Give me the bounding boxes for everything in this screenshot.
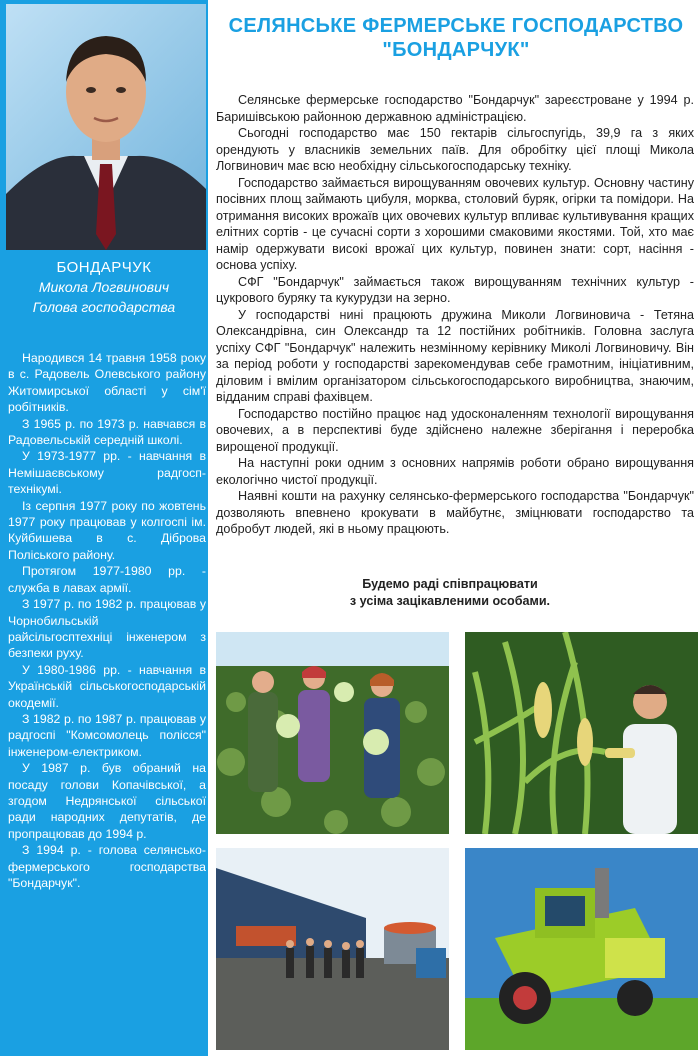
body-paragraph: СФГ "Бондарчук" займається також вирощуванням технічних культур - цукрового буряку та кукурудзи на зерно. bbox=[216, 274, 694, 305]
bio-paragraph: З 1982 р. по 1987 р. працював у радгоспі "Комсомолець полісся" інженером-електриком. bbox=[8, 711, 206, 759]
bio-paragraph: Протягом 1977-1980 рр. - служба в лавах армії. bbox=[8, 564, 206, 595]
bio-paragraph: У 1980-1986 рр. - навчання в Українській сільськогосподарській окодемії. bbox=[8, 662, 206, 710]
title-line-1: СЕЛЯНСЬКЕ ФЕРМЕРСЬКЕ ГОСПОДАРСТВО bbox=[228, 15, 684, 37]
person-surname: БОНДАРЧУК bbox=[56, 259, 152, 276]
corn-field-illustration bbox=[465, 632, 698, 834]
biography-sidebar bbox=[0, 0, 208, 1056]
page-title bbox=[214, 14, 698, 62]
harvester-photo bbox=[465, 848, 698, 1050]
title-line-2: "БОНДАРЧУК" bbox=[382, 39, 530, 61]
article-body bbox=[216, 92, 694, 538]
body-paragraph: На наступні роки одним з основних напрямів роботи обрано вирощування екологічно чистої продукції. bbox=[216, 456, 694, 487]
closing-note bbox=[300, 576, 600, 610]
biography-text bbox=[8, 350, 206, 891]
corn-field-photo bbox=[465, 632, 698, 834]
closing-line-1: Будемо раді співпрацювати bbox=[362, 577, 538, 591]
portrait-illustration bbox=[6, 4, 206, 250]
body-paragraph: Сьогодні господарство має 150 гектарів сільгоспугідь, 39,9 га з яких орендують у власників земельних паїв. Для обробітку цієї площі Микола Логвинович має всю необхідну сільськогосподарську техніку. bbox=[216, 126, 694, 173]
body-paragraph: Господарство постійно працює над удосконаленням технології вирощування овочевих, а в перспективі буде здійснено належне зберігання і переробка вирощеної продукції. bbox=[216, 406, 694, 454]
cabbage-field-illustration bbox=[216, 632, 449, 834]
closing-line-2: з усіма зацікавленими особами. bbox=[349, 594, 551, 608]
cabbage-field-photo bbox=[216, 632, 449, 834]
bio-paragraph: У 1987 р. був обраний на посаду голови Копачівської, а згодом Недрянської сільської ради народних депутатів, де пропрацював до 1994 р. bbox=[8, 761, 206, 841]
person-name: Микола Логвинович bbox=[38, 279, 170, 295]
harvester-illustration bbox=[465, 848, 698, 1050]
body-paragraph: Наявні кошти на рахунку селянсько-фермерського господарства "Бондарчук" дозволяють впевнено крокувати в майбутнє, зміцнювати господарство та добробут людей, які в ньому працюють. bbox=[216, 489, 694, 536]
storage-yard-illustration bbox=[216, 848, 449, 1050]
bio-paragraph: З 1977 р. по 1982 р. працював у Чорнобильській райсільгосптехніці інженером з безпеки руху. bbox=[8, 597, 206, 661]
body-paragraph: У господарстві нині працюють дружина Миколи Логвиновича - Тетяна Олександрівна, син Олександр та 12 постійних робітників. Головна заслуга успіху СФГ "Бондарчук" належить незмінному керівнику Миколі Логвиновичу. Він за період роботи у господарстві зарекомендував себе грамотним, ініціативним, діловим і вмілим організатором сільськогосподарського виробництва, знаючим, відданим справі фахівцем. bbox=[216, 307, 694, 404]
bio-paragraph: З 1965 р. по 1973 р. навчався в Радовельській середній школі. bbox=[8, 416, 206, 448]
bio-paragraph: Народився 14 травня 1958 року в с. Радовель Олевського району Житомирської області у сім'ї робітників. bbox=[8, 351, 206, 415]
bio-paragraph: З 1994 р. - голова селянсько-фермерського господарства "Бондарчук". bbox=[8, 843, 206, 890]
storage-yard-photo bbox=[216, 848, 449, 1050]
person-heading bbox=[0, 258, 208, 317]
body-paragraph: Селянське фермерське господарство "Бондарчук" зареєстроване у 1994 р. Баришівською районною державною адміністрацією. bbox=[216, 93, 694, 124]
bio-paragraph: У 1973-1977 рр. - навчання в Немішаєвському радгосп-технікумі. bbox=[8, 449, 206, 497]
portrait-photo bbox=[6, 4, 206, 250]
body-paragraph: Господарство займається вирощуванням овочевих культур. Основну частину посівних площ займають цибуля, морква, столовий буряк, огірки та помідори. На отримання високих врожаїв цих овочевих культур впливає культивування кращих елітних сортів - це сучасні сорти з хорошими смаковими якостями. Той, хто має намір одержувати високі врожаї цих культур, повинен знати: сорт, насіння - основа успіху. bbox=[216, 175, 694, 272]
person-role: Голова господарства bbox=[32, 299, 176, 315]
bio-paragraph: Із серпня 1977 року по жовтень 1977 року працював у колгоспі ім. Куйбишева в с. Діброва Поліського району. bbox=[8, 498, 206, 562]
